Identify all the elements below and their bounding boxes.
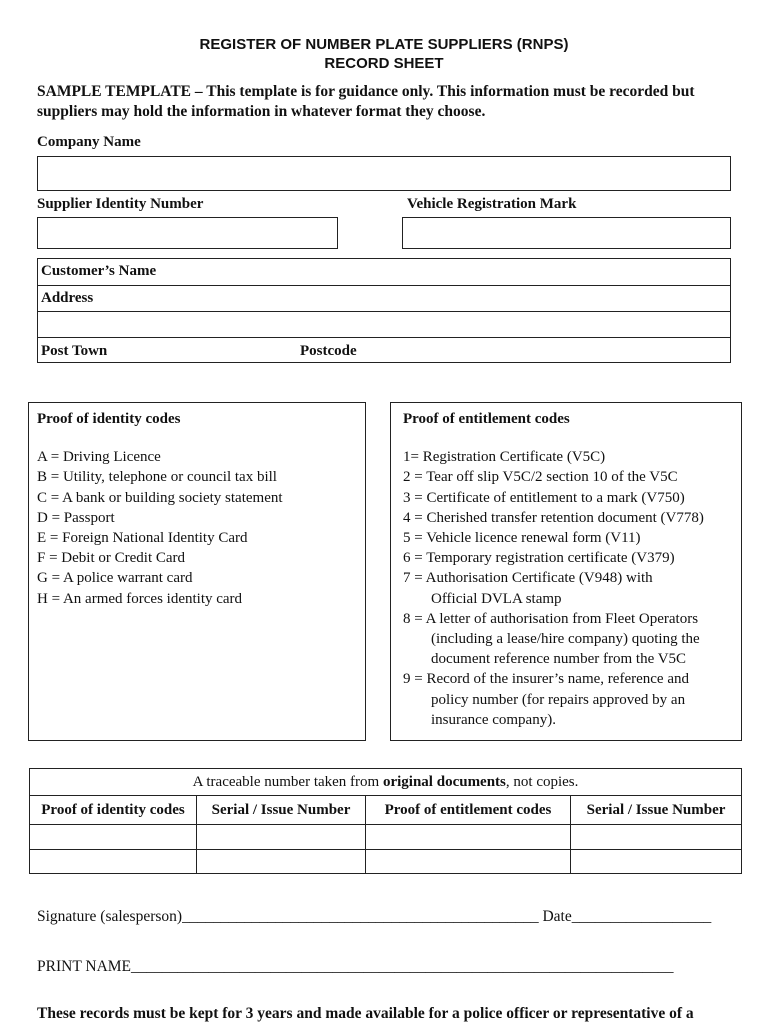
identity-code-e: E = Foreign National Identity Card [37,530,248,547]
entitlement-codes-heading: Proof of entitlement codes [403,411,570,427]
entitlement-code-2: 2 = Tear off slip V5C/2 section 10 of the V5C [403,469,678,486]
entitlement-code-7-cont: Official DVLA stamp [431,590,562,607]
documents-note-text: A traceable number taken from [192,773,383,790]
col-header-identity-codes: Proof of identity codes [30,796,197,825]
table-cell[interactable] [30,850,197,874]
page-title: REGISTER OF NUMBER PLATE SUPPLIERS (RNPS) [199,36,569,53]
entitlement-code-6: 6 = Temporary registration certificate (V379) [403,550,675,567]
entitlement-code-9-cont-1: policy number (for repairs approved by an [431,691,686,708]
entitlement-code-3: 3 = Certificate of entitlement to a mark (V750) [403,489,685,506]
documents-table-header-row [30,796,742,825]
col-header-serial-2: Serial / Issue Number [571,796,742,825]
postcode-label: Postcode [300,343,357,359]
date-field[interactable]: __________________ [571,908,712,925]
entitlement-code-9: 9 = Record of the insurer’s name, reference and [403,671,689,688]
identity-codes-heading: Proof of identity codes [37,411,181,427]
documents-note-emphasis: original documents [382,773,506,790]
print-name-field[interactable]: ______________________________________________________________________ [131,958,674,975]
signature-line [37,908,711,926]
entitlement-code-8: 8 = A letter of authorisation from Fleet Operators [403,610,699,627]
print-name-line [37,958,674,976]
supplier-id-label: Supplier Identity Number [37,196,204,212]
entitlement-codes-box [390,402,742,741]
col-header-entitlement-codes: Proof of entitlement codes [366,796,571,825]
company-name-label: Company Name [37,134,141,150]
page-subtitle: RECORD SHEET [324,55,444,72]
identity-code-h: H = An armed forces identity card [37,590,243,607]
address-row[interactable] [38,286,730,312]
table-cell[interactable] [571,850,742,874]
sample-note-line-2: suppliers may hold the information in whatever format they choose. [37,103,486,120]
customer-name-label: Customer’s Name [41,263,157,279]
entitlement-code-9-cont-2: insurance company). [431,711,556,728]
table-row [30,850,742,874]
documents-note-tail: , not copies. [505,773,579,790]
documents-table-note-row [30,769,742,796]
identity-codes-box [28,402,366,741]
table-cell[interactable] [571,825,742,850]
identity-code-a: A = Driving Licence [37,449,161,466]
identity-code-g: G = A police warrant card [37,570,193,587]
table-row [30,825,742,850]
table-cell[interactable] [197,850,366,874]
address-label: Address [41,290,94,306]
table-cell[interactable] [366,825,571,850]
entitlement-code-4: 4 = Cherished transfer retention document (V778) [403,509,704,526]
identity-code-d: D = Passport [37,509,115,526]
date-label: Date [542,908,572,925]
address-row-2[interactable] [38,312,730,338]
entitlement-code-8-cont-2: document reference number from the V5C [431,651,687,668]
table-cell[interactable] [366,850,571,874]
entitlement-code-7: 7 = Authorisation Certificate (V948) with [403,570,653,587]
entitlement-code-5: 5 = Vehicle licence renewal form (V11) [403,530,641,547]
identity-code-f: F = Debit or Credit Card [37,550,186,567]
post-town-row[interactable] [38,338,730,362]
print-name-label: PRINT NAME [37,958,132,975]
supplier-id-field[interactable] [37,217,338,249]
signature-label: Signature (salesperson) [37,908,183,925]
entitlement-code-8-cont-1: (including a lease/hire company) quoting the [431,631,700,648]
documents-table [29,768,742,874]
customer-details-box [37,258,731,363]
col-header-serial-1: Serial / Issue Number [197,796,366,825]
vrm-label: Vehicle Registration Mark [407,196,577,212]
table-cell[interactable] [197,825,366,850]
entitlement-code-1: 1= Registration Certificate (V5C) [403,449,606,466]
sample-note-line-1: SAMPLE TEMPLATE – This template is for guidance only. This information must be recorded but [37,83,695,100]
customer-name-row[interactable] [38,259,730,286]
documents-table-note [30,769,742,796]
identity-code-c: C = A bank or building society statement [37,489,283,506]
table-cell[interactable] [30,825,197,850]
post-town-label: Post Town [41,343,108,359]
company-name-field[interactable] [37,156,731,191]
identity-code-b: B = Utility, telephone or council tax bill [37,469,277,486]
signature-field[interactable]: ______________________________________________ [182,908,539,925]
vrm-field[interactable] [402,217,731,249]
retention-note: These records must be kept for 3 years and made available for a police officer or representative of a [37,1005,694,1022]
